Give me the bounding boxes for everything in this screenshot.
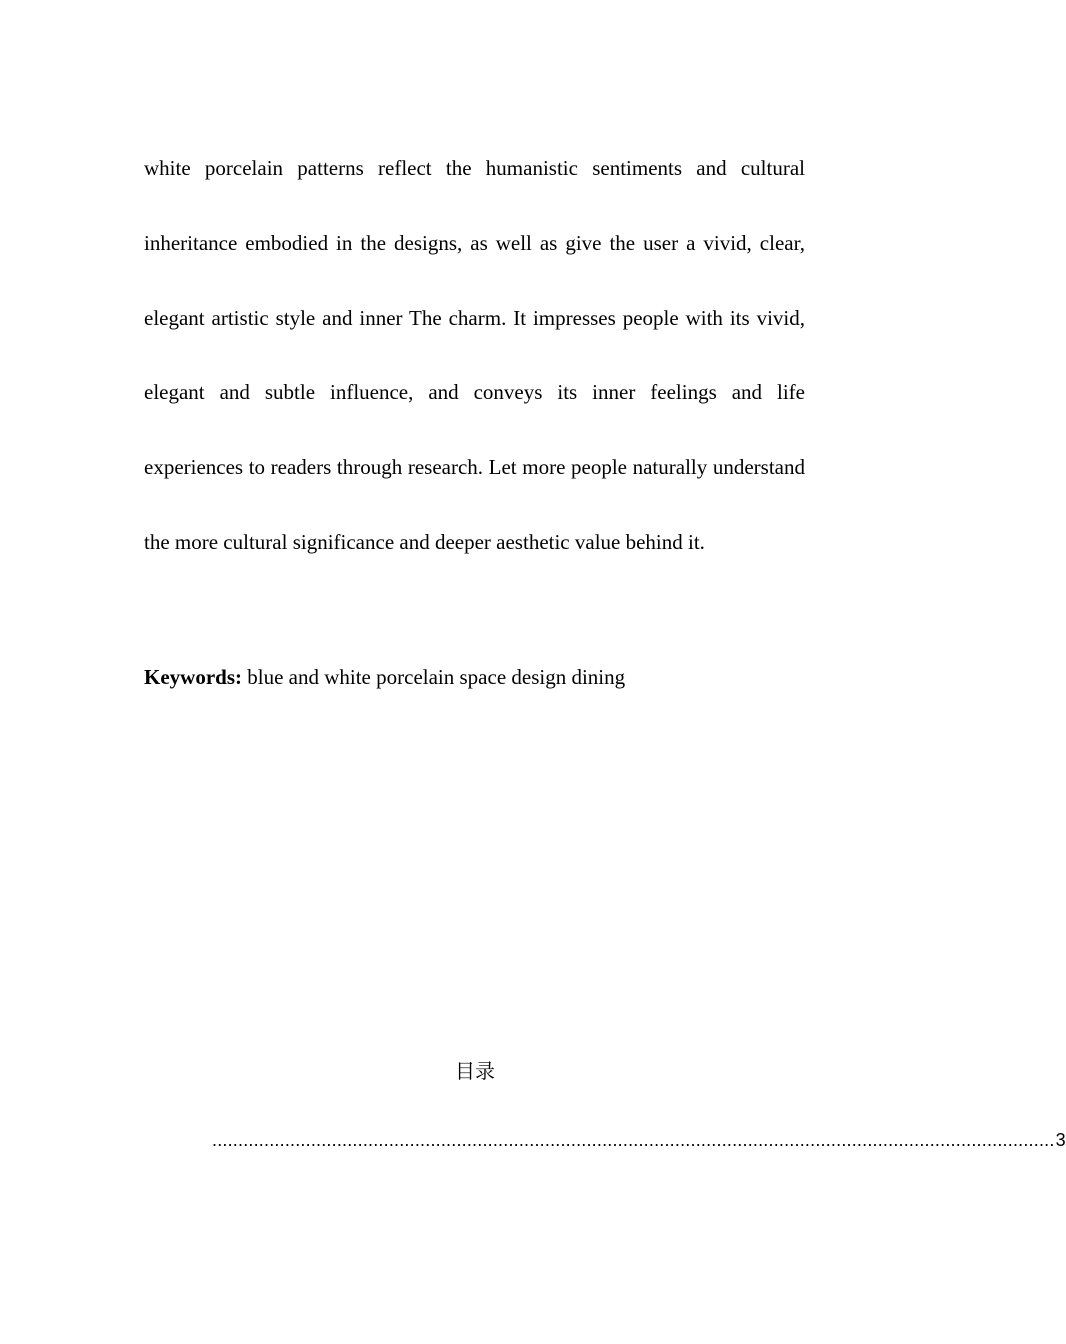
abstract-paragraph: white porcelain patterns reflect the humanistic sentiments and cultural inheritance embodied in the designs, as well as give the user a vivid, clear, elegant artistic style and inner The charm. It impresses people with its vivid, elegant and subtle influence, and conveys its inner feelings and life experiences to readers through research. Let more people naturally understand the more cultural significance and deeper aesthetic value behind it. — [144, 156, 805, 554]
toc-entry[interactable] — [212, 1126, 1066, 1154]
toc-title: 目录 — [455, 1059, 495, 1083]
keywords-label: Keywords: — [144, 665, 242, 689]
toc-dot-leader: .................................................................................................................................................................. — [212, 1130, 1055, 1150]
keywords-line — [144, 659, 805, 695]
toc-entry-page-number: 3 — [1055, 1130, 1066, 1150]
keywords-text: blue and white porcelain space design dining — [242, 665, 626, 689]
